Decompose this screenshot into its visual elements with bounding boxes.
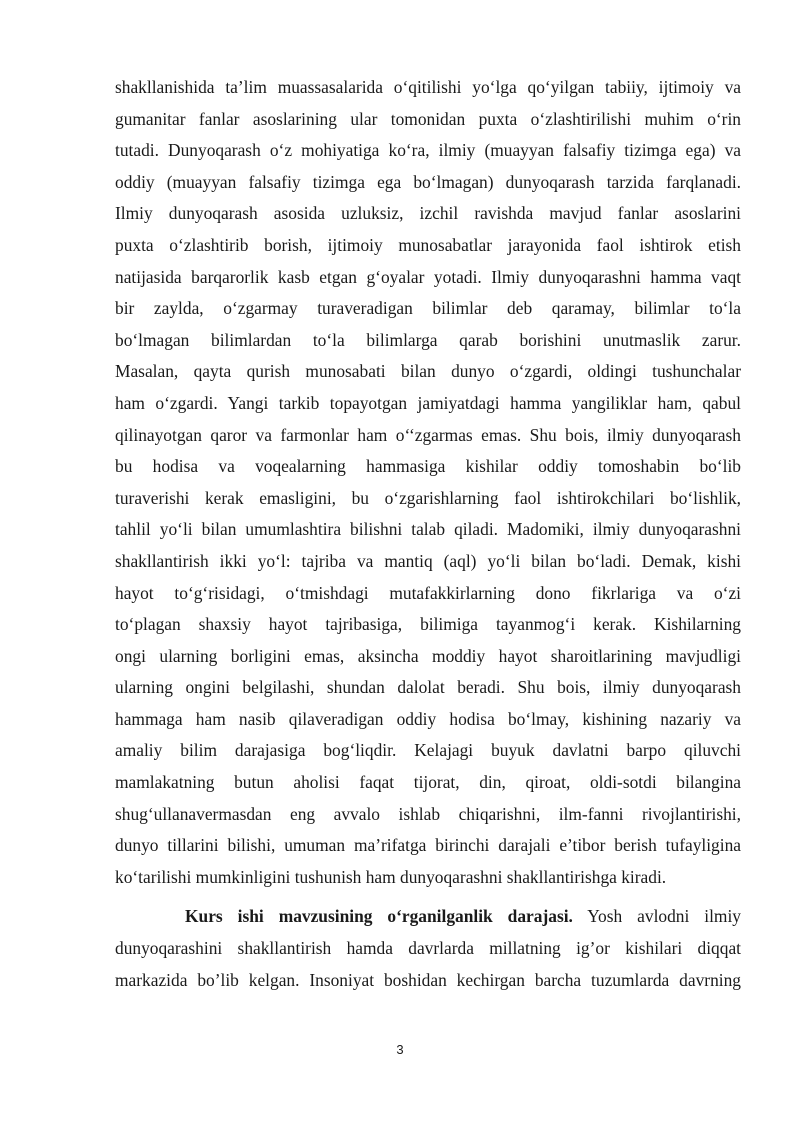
text-line: shakllanishida ta’lim muassasalarida o‘qitilishi yo‘lga qo‘yilgan tabiiy, ijtimoiy va xyxy=(115,77,741,97)
text-line: ham o‘zgardi. Yangi tarkib topayotgan jamiyatdagi hamma yangiliklar ham, qabul xyxy=(115,392,741,413)
text-line: natijasida barqarorlik kasb etgan g‘oyalar yotadi. Ilmiy dunyoqarashni hamma vaqt xyxy=(115,266,741,287)
text-line: Masalan, qayta qurish munosabati bilan dunyo o‘zgardi, oldingi tushunchalar xyxy=(115,361,741,382)
section-text: Yosh avlodni ilmiy xyxy=(572,906,741,927)
text-line: dunyoqarashini shakllantirish hamda davrlarda millatning ig’or kishilari diqqat xyxy=(115,938,741,959)
section-first-line xyxy=(115,901,741,933)
text-line: ongi ularning borligini emas, aksincha moddiy hayot sharoitlarining mavjudligi xyxy=(115,645,741,666)
text-line: tahlil yo‘li bilan umumlashtira bilishni talab qiladi. Madomiki, ilmiy dunyoqarashni xyxy=(115,519,741,540)
text-line: bo‘lmagan bilimlardan to‘la bilimlarga qarab borishini unutmaslik zarur. xyxy=(115,329,741,350)
text-line: amaliy bilim darajasiga bog‘liqdir. Kelajagi buyuk davlatni barpo qiluvchi xyxy=(115,740,741,761)
text-line: bir zaylda, o‘zgarmay turaveradigan bilimlar deb qaramay, bilimlar to‘la xyxy=(115,298,741,319)
text-line: hammaga ham nasib qilaveradigan oddiy hodisa bo‘lmay, kishining nazariy va xyxy=(115,708,741,729)
text-line: shug‘ullanavermasdan eng avvalo ishlab chiqarishni, ilm-fanni rivojlantirishi, xyxy=(115,803,741,824)
text-line: oddiy (muayyan falsafiy tizimga ega bo‘lmagan) dunyoqarash tarzida farqlanadi. xyxy=(115,171,741,192)
text-line: to‘plagan shaxsiy hayot tajribasiga, bilimiga tayanmog‘i kerak. Kishilarning xyxy=(115,614,741,635)
text-line: puxta o‘zlashtirib borish, ijtimoiy munosabatlar jarayonida faol ishtirok etish xyxy=(115,234,741,255)
text-line: bu hodisa va voqealarning hammasiga kishilar oddiy tomoshabin bo‘lib xyxy=(115,456,741,477)
text-line: qilinayotgan qaror va farmonlar ham o‘‘zgarmas emas. Shu bois, ilmiy dunyoqarash xyxy=(115,424,741,445)
text-line: turaverishi kerak emasligini, bu o‘zgarishlarning faol ishtirokchilari bo‘lishlik, xyxy=(115,487,741,508)
text-line: hayot to‘g‘risidagi, o‘tmishdagi mutafakkirlarning dono fikrlariga va o‘zi xyxy=(115,582,741,603)
text-line: ularning ongini belgilashi, shundan dalolat beradi. Shu bois, ilmiy dunyoqarash xyxy=(115,677,741,698)
text-line: ko‘tarilishi mumkinligini tushunish ham dunyoqarashni shakllantirishga kiradi. xyxy=(115,866,667,887)
body-text xyxy=(115,72,741,996)
text-line: shakllantirish ikki yo‘l: tajriba va mantiq (aql) yo‘li bilan bo‘ladi. Demak, kishi xyxy=(115,550,741,571)
text-line: Ilmiy dunyoqarash asosida uzluksiz, izchil ravishda mavjud fanlar asoslarini xyxy=(115,203,741,224)
text-line: markazida bo’lib kelgan. Insoniyat boshidan kechirgan barcha tuzumlarda davrning xyxy=(115,969,741,990)
text-line: dunyo tillarini bilishi, umuman ma’rifatga birinchi darajali e’tibor berish tufayligina xyxy=(115,835,741,856)
text-line: gumanitar fanlar asoslarining ular tomonidan puxta o‘zlashtirilishi muhim o‘rin xyxy=(115,108,741,129)
page-number: 3 xyxy=(396,1042,404,1057)
text-line: mamlakatning butun aholisi faqat tijorat, din, qiroat, oldi-sotdi bilangina xyxy=(115,772,741,793)
section-heading: Kurs ishi mavzusining o‘rganilganlik darajasi. xyxy=(185,906,573,927)
text-line: tutadi. Dunyoqarash o‘z mohiyatiga ko‘ra, ilmiy (muayyan falsafiy tizimga ega) va xyxy=(115,140,741,161)
